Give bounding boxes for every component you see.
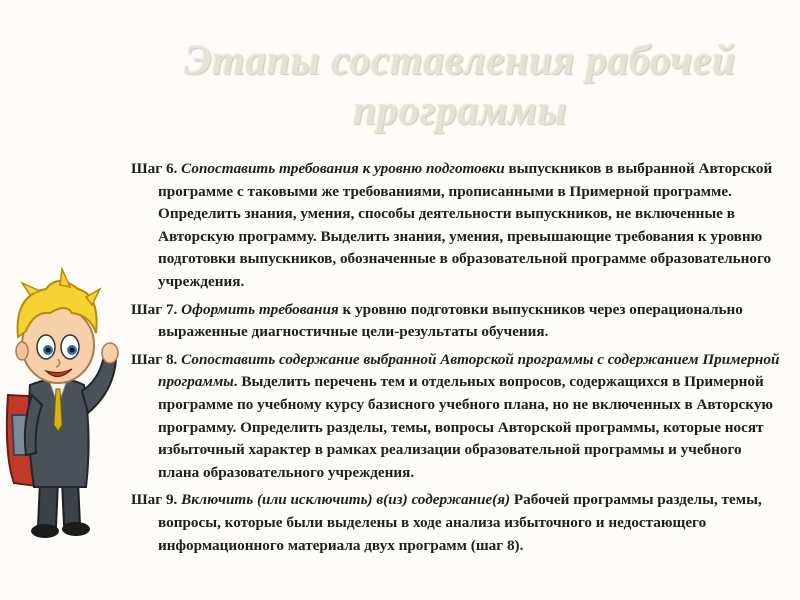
- steps-list: [131, 158, 783, 562]
- step-7: [131, 299, 783, 344]
- schoolboy-cartoon-icon: [0, 255, 128, 545]
- step-emphasis: Оформить требования: [181, 300, 339, 318]
- step-6: [131, 158, 783, 294]
- step-emphasis: Сопоставить содержание выбранной Авторской программы с содержанием Примерной программы: [158, 350, 780, 391]
- step-text: выпускников в выбранной Авторской программе с таковыми же требованиями, прописанными в Примерной программе. Определить знания, умения, способы деятельности выпускников, не включенные в Авторскую программу. Выделить знания, умения, превышающие требования к уровню подготовки выпускников, обозначенные в образовательной программе образовательного учреждения.: [158, 160, 773, 290]
- step-label: Шаг 7.: [131, 300, 178, 318]
- slide-title-line-2: программы: [352, 88, 568, 134]
- step-emphasis: Включить (или исключить) в(из) содержание(я): [181, 491, 511, 509]
- slide-title: [150, 36, 770, 136]
- step-label: Шаг 8.: [131, 350, 178, 368]
- step-8: [131, 349, 783, 485]
- slide-title-line-1: Этапы составления рабочей: [184, 38, 736, 84]
- step-label: Шаг 9.: [131, 491, 178, 509]
- step-emphasis: Сопоставить требования к уровню подготовки: [181, 160, 505, 177]
- step-text: . Выделить перечень тем и отдельных вопросов, содержащихся в Примерной программе по учебному курсу базисного учебного плана, но не включенных в Авторскую программу. Определить разделы, темы, вопросы Авторской программы, которые носят избыточный характер в рамках реализации образовательной программы и учебного плана образовательного учреждения.: [158, 373, 774, 481]
- step-text: Рабочей программы разделы, темы, вопросы, которые были выделены в ходе анализа избыточного и недостающего информационного материала двух программ (шаг 8).: [158, 491, 762, 554]
- step-text: к уровню подготовки выпускников через операционально выраженные диагностичные цели-результаты обучения.: [158, 300, 743, 341]
- step-label: Шаг 6.: [131, 160, 178, 177]
- step-9: [131, 489, 783, 557]
